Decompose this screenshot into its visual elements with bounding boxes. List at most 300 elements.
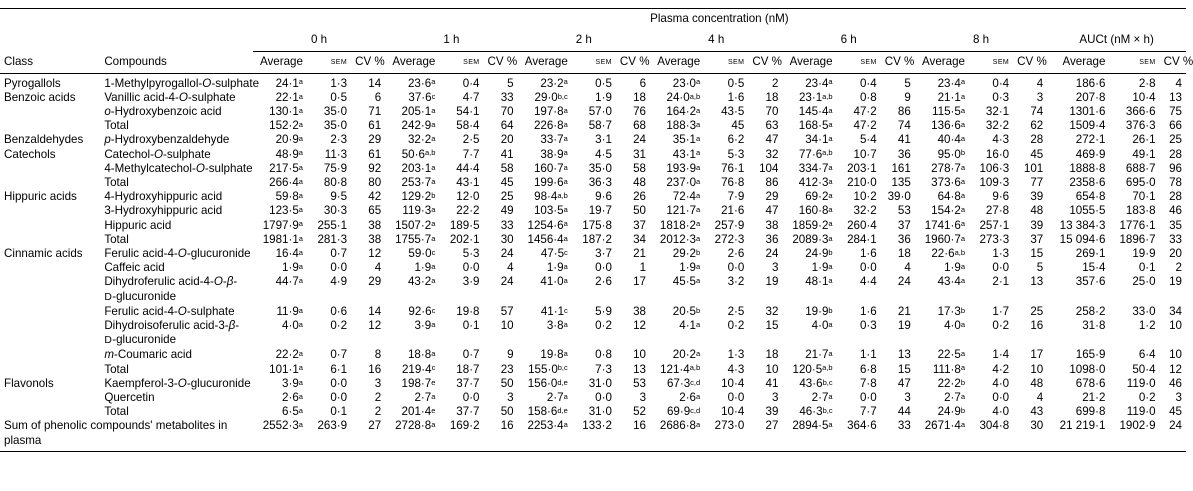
- significance-letter: a: [563, 77, 568, 87]
- cv-cell: 39: [1030, 218, 1044, 232]
- auc-cv-cell: 66: [1169, 119, 1182, 133]
- cv-cell: 36: [897, 147, 911, 161]
- average-cell: [385, 319, 439, 348]
- average-cell: [650, 305, 704, 319]
- compound-cell: Quercetin: [104, 391, 155, 405]
- average-value: 95·0: [937, 147, 961, 161]
- average-cell: [915, 391, 969, 405]
- average-value: 4·0: [944, 319, 961, 333]
- auc-cv-cell: 75: [1169, 105, 1182, 119]
- average-cell: [253, 363, 307, 377]
- average-cell: [518, 275, 572, 304]
- average-value: 22·2: [275, 348, 299, 362]
- sem-header: sem: [439, 52, 483, 73]
- significance-letter: a: [960, 119, 965, 129]
- sem-cell: 257·1: [979, 218, 1010, 232]
- table-row: [0, 73, 1186, 91]
- cv-cell: 64: [500, 119, 514, 133]
- average-cell: [518, 119, 572, 133]
- average-cell: [385, 305, 439, 319]
- average-value: 217·5: [269, 161, 299, 175]
- cv-cell: 29: [765, 190, 779, 204]
- significance-letter: a: [960, 262, 965, 271]
- cv-cell: 44: [897, 405, 911, 419]
- sem-cell: 43·1: [456, 176, 480, 190]
- average-cell: [650, 204, 704, 218]
- average-value: 253·7: [401, 176, 432, 190]
- average-cell: [518, 261, 572, 275]
- significance-letter: a: [960, 391, 965, 401]
- average-value: 17·3: [937, 304, 961, 318]
- average-value: 1960·7: [924, 232, 961, 246]
- significance-letter: c: [564, 247, 568, 257]
- average-cell: [518, 204, 572, 218]
- plasma-concentration-table: [0, 8, 1193, 452]
- cv-cell: 21: [633, 247, 647, 261]
- average-value: 19·8: [540, 348, 564, 362]
- cv-cell: 36: [897, 232, 911, 246]
- table-row: [0, 391, 1186, 405]
- class-cell: Catechols: [4, 147, 56, 161]
- auc-average-cell: 15 094·6: [1059, 232, 1106, 246]
- table-row: [0, 105, 1186, 119]
- class-cell: [0, 305, 100, 319]
- sem-cell: 54·1: [456, 105, 480, 119]
- cv-cell: 21: [897, 304, 911, 318]
- significance-letter: a: [563, 276, 568, 286]
- average-value: 59·8: [275, 190, 299, 204]
- significance-letter: b: [960, 148, 965, 158]
- average-cell: [253, 377, 307, 391]
- average-value: 98·4: [534, 190, 558, 204]
- table-row: [0, 176, 1186, 190]
- sem-cell: 35·0: [588, 161, 612, 175]
- sem-cell: 31·0: [588, 405, 612, 419]
- average-cell: [915, 204, 969, 218]
- average-cell: [385, 190, 439, 204]
- sem-cell: 304·8: [969, 419, 1013, 451]
- significance-letter: a: [828, 105, 833, 115]
- class-cell: [0, 319, 100, 348]
- average-cell: [253, 275, 307, 304]
- auc-sem-cell: 6·4: [1138, 348, 1156, 362]
- sem-cell: 0·0: [859, 261, 877, 275]
- average-cell: [650, 219, 704, 233]
- cv-cell: 37: [1030, 232, 1044, 246]
- cv-cell: 9: [904, 90, 911, 104]
- significance-letter: a: [298, 349, 303, 359]
- sem-cell: 0·5: [330, 90, 348, 104]
- average-value: 193·9: [666, 161, 697, 175]
- average-cell: [385, 419, 439, 451]
- average-cell: [782, 219, 836, 233]
- average-cell: [253, 176, 307, 190]
- average-cell: [650, 377, 704, 391]
- cv-cell: 38: [765, 218, 779, 232]
- significance-letter: a: [696, 134, 701, 144]
- cv-cell: 10: [765, 362, 779, 376]
- average-value: 24·9: [937, 405, 961, 419]
- average-value: 152·2: [269, 119, 299, 133]
- sem-cell: 0·0: [727, 261, 745, 275]
- sem-cell: 0·0: [330, 391, 348, 405]
- sem-cell: 58·4: [456, 119, 480, 133]
- average-value: 43·6: [799, 376, 823, 390]
- average-cell: [915, 377, 969, 391]
- average-value: 2·7: [811, 391, 829, 405]
- compound-cell: Total: [104, 176, 129, 190]
- significance-letter: a: [696, 319, 701, 329]
- average-cell: [385, 377, 439, 391]
- average-value: 2671·4: [924, 419, 961, 433]
- auc-sem-cell: 0·2: [1138, 391, 1156, 405]
- average-value: 92·6: [408, 304, 432, 318]
- average-value: 38·9: [540, 147, 564, 161]
- cv-cell: 16: [616, 419, 650, 451]
- cv-cell: 3: [639, 391, 647, 405]
- sem-cell: 4·7: [462, 90, 480, 104]
- average-value: 160·7: [533, 161, 564, 175]
- significance-letter: a: [563, 134, 568, 144]
- auc-cv-cell: 78: [1169, 176, 1182, 190]
- compound-cell: 1-Methylpyrogallol-O-sulphate: [104, 76, 260, 90]
- sem-cell: 187·2: [582, 232, 612, 246]
- cv-cell: 48: [1030, 376, 1044, 390]
- significance-letter: a: [298, 391, 303, 401]
- cv-cell: 2: [374, 391, 382, 405]
- cv-cell: 101: [1023, 161, 1044, 175]
- cv-cell: 39·0: [887, 190, 911, 204]
- significance-letter: c: [431, 305, 436, 315]
- cv-cell: 161: [891, 161, 911, 175]
- average-cell: [650, 105, 704, 119]
- cv-cell: 12: [368, 319, 382, 333]
- sem-cell: 1·3: [727, 348, 745, 362]
- sem-cell: 10·4: [721, 405, 745, 419]
- cv-cell: 34: [633, 232, 647, 246]
- auc-sem-cell: 1776·1: [1119, 218, 1156, 232]
- sem-cell: 202·1: [449, 232, 480, 246]
- compound-cell: Catechol-O-sulphate: [104, 147, 211, 161]
- average-value: 24·9: [805, 247, 829, 261]
- average-value: 2·6: [282, 391, 299, 405]
- sem-cell: 37·7: [456, 376, 480, 390]
- cv-cell: 10: [1030, 362, 1044, 376]
- average-cell: [385, 261, 439, 275]
- auc-cv-cell: 10: [1169, 348, 1182, 362]
- sem-cell: 272·3: [714, 232, 745, 246]
- cv-cell: 5: [507, 76, 514, 90]
- average-cell: [253, 233, 307, 247]
- auc-cv-cell: 3: [1175, 391, 1182, 405]
- cv-cell: 2: [374, 405, 382, 419]
- cv-cell: 4: [374, 261, 382, 275]
- sem-cell: 4·3: [727, 362, 745, 376]
- cv-cell: 49: [500, 204, 514, 218]
- average-cell: [782, 176, 836, 190]
- cv-cell: 70: [500, 105, 514, 119]
- table-row: [0, 148, 1186, 162]
- auc-cv-cell: 24: [1160, 419, 1186, 451]
- average-value: 2894·5: [792, 419, 829, 433]
- average-cell: [518, 219, 572, 233]
- auc-cv-cell: 46: [1169, 376, 1182, 390]
- cv-cell: 3: [771, 391, 779, 405]
- cv-cell: 32: [765, 147, 779, 161]
- average-value: 20·2: [672, 348, 697, 362]
- cv-cell: 28: [1030, 133, 1044, 147]
- significance-letter: a: [563, 119, 568, 129]
- auc-average-cell: 654·8: [1075, 190, 1106, 204]
- cv-cell: 135: [891, 176, 911, 190]
- significance-letter: a: [431, 391, 436, 401]
- significance-letter: a: [563, 148, 568, 158]
- auc-sem-cell: 10·4: [1132, 90, 1156, 104]
- significance-letter: a: [828, 205, 833, 215]
- cv-cell: 24: [897, 275, 911, 289]
- average-value: 4·1: [679, 319, 697, 333]
- average-cell: [253, 391, 307, 405]
- average-value: 226·8: [533, 119, 564, 133]
- average-cell: [915, 405, 969, 419]
- significance-letter: a: [431, 119, 436, 129]
- auc-sem-cell: 119·0: [1126, 376, 1156, 390]
- sem-cell: 44·4: [456, 161, 480, 175]
- cv-cell: 48: [633, 176, 647, 190]
- average-cell: [782, 405, 836, 419]
- average-value: 21·7: [805, 348, 829, 362]
- cv-cell: 15: [1030, 247, 1044, 261]
- plasma-concentration-header: Plasma concentration (nM): [253, 9, 1186, 30]
- average-value: 37·6: [408, 90, 432, 104]
- auc-sem-cell: 2·8: [1138, 76, 1156, 90]
- average-cell: [915, 419, 969, 451]
- significance-letter: a: [828, 391, 833, 401]
- cv-cell: 37: [897, 218, 911, 232]
- auc-average-cell: 2358·6: [1069, 176, 1106, 190]
- sem-header: sem: [572, 52, 616, 73]
- auc-sem-cell: 366·6: [1125, 105, 1156, 119]
- sem-cell: 1·6: [859, 304, 877, 318]
- significance-letter: a: [828, 162, 833, 172]
- average-value: 72·4: [672, 190, 697, 204]
- average-value: 103·5: [533, 204, 564, 218]
- cv-cell: 24: [500, 247, 514, 261]
- significance-letter: a: [298, 105, 303, 115]
- average-value: 23·1: [798, 90, 823, 104]
- class-cell: [0, 261, 100, 275]
- average-cell: [650, 233, 704, 247]
- average-value: 11·9: [276, 304, 299, 318]
- significance-letter: a: [696, 219, 701, 229]
- average-value: 22·6: [931, 247, 955, 261]
- sem-cell: 106·3: [979, 161, 1010, 175]
- average-value: 155·0: [528, 362, 558, 376]
- average-cell: [650, 419, 704, 451]
- average-cell: [650, 190, 704, 204]
- sem-cell: 4·4: [859, 275, 877, 289]
- average-value: 130·1: [269, 105, 299, 119]
- cv-cell: 33: [881, 419, 915, 451]
- table-row: [0, 219, 1186, 233]
- cv-cell: 27: [351, 419, 385, 451]
- average-cell: [385, 176, 439, 190]
- sem-cell: 210·0: [847, 176, 877, 190]
- average-value: 35·1: [672, 133, 697, 147]
- cv-cell: 41: [765, 376, 779, 390]
- significance-letter: a,b: [822, 91, 833, 101]
- significance-letter: a,b: [689, 363, 701, 373]
- auc-average-cell: 469·9: [1075, 147, 1106, 161]
- significance-letter: a: [431, 134, 436, 144]
- cv-cell: 16: [484, 419, 518, 451]
- class-cell: [0, 348, 100, 362]
- significance-letter: a: [960, 363, 965, 373]
- sem-cell: 175·8: [582, 218, 612, 232]
- sem-cell: 189·5: [449, 218, 480, 232]
- table-row: [0, 233, 1186, 247]
- sem-cell: 45: [731, 119, 745, 133]
- sem-cell: 21·6: [721, 204, 745, 218]
- table-row: [0, 405, 1186, 419]
- sem-cell: 11·3: [324, 147, 348, 161]
- cv-cell: 23: [500, 362, 514, 376]
- sem-header: sem: [704, 52, 748, 73]
- average-value: 121·7: [666, 204, 697, 218]
- average-value: 237·0: [666, 176, 697, 190]
- sem-cell: 133·2: [572, 419, 616, 451]
- average-cell: [253, 148, 307, 162]
- average-cell: [915, 305, 969, 319]
- average-value: 4·0: [282, 319, 299, 333]
- sem-cell: 5·3: [727, 147, 745, 161]
- sem-cell: 0·6: [330, 304, 348, 318]
- sem-cell: 0·7: [330, 247, 348, 261]
- significance-letter: a: [960, 420, 965, 430]
- significance-letter: a: [696, 391, 701, 401]
- table-row: [0, 162, 1186, 176]
- significance-letter: c: [431, 363, 436, 373]
- sem-cell: 364·6: [837, 419, 881, 451]
- sem-cell: 1·6: [727, 90, 745, 104]
- significance-letter: a: [828, 276, 833, 286]
- class-cell: [0, 176, 100, 190]
- cv-cell: 45: [500, 176, 514, 190]
- average-value: 2253·4: [527, 419, 564, 433]
- significance-letter: a: [563, 391, 568, 401]
- header-row-spanner: [0, 9, 1186, 30]
- compound-cell: Ferulic acid-4-O-glucuronide: [104, 247, 251, 261]
- significance-letter: a: [298, 91, 303, 101]
- average-cell: [518, 176, 572, 190]
- compound-cell: Dihydroferulic acid-4-O-β-D-glucuronide: [104, 275, 238, 303]
- sem-cell: 0·1: [330, 405, 348, 419]
- significance-letter: c,d: [690, 406, 701, 416]
- cv-cell: 39: [1030, 190, 1044, 204]
- cv-cell: 58: [500, 161, 514, 175]
- significance-letter: a: [298, 406, 303, 416]
- average-value: 1·9: [679, 261, 697, 275]
- average-cell: [915, 148, 969, 162]
- sem-cell: 32·2: [853, 204, 877, 218]
- cv-cell: 68: [633, 119, 647, 133]
- cv-cell: 3: [771, 261, 779, 275]
- average-value: 19·9: [805, 304, 829, 318]
- average-cell: [782, 73, 836, 91]
- average-value: 1507·2: [395, 218, 432, 232]
- cv-cell: 25: [500, 190, 514, 204]
- sem-cell: 1·7: [992, 304, 1010, 318]
- average-cell: [518, 391, 572, 405]
- table-row: [0, 319, 1186, 348]
- average-value: 44·7: [275, 275, 299, 289]
- sem-cell: 58·7: [588, 119, 612, 133]
- average-cell: [650, 91, 704, 105]
- sem-cell: 10·7: [853, 147, 877, 161]
- average-value: 23·6: [407, 76, 432, 90]
- cv-cell: 3: [1036, 90, 1044, 104]
- average-value: 2·7: [944, 391, 961, 405]
- significance-letter: a: [960, 134, 965, 144]
- class-cell: [0, 119, 100, 133]
- significance-letter: a,b: [822, 363, 833, 373]
- cv-cell: 61: [368, 119, 382, 133]
- auc-average-cell: 1888·8: [1069, 161, 1106, 175]
- sem-cell: 37·7: [456, 405, 480, 419]
- sem-cell: 0·0: [595, 261, 612, 275]
- average-value: 145·4: [798, 105, 829, 119]
- average-cell: [253, 348, 307, 362]
- significance-letter: a: [828, 176, 833, 186]
- time-header: 4 h: [650, 29, 782, 52]
- average-cell: [385, 363, 439, 377]
- average-cell: [385, 133, 439, 147]
- cv-cell: 63: [765, 119, 779, 133]
- time-header: 6 h: [782, 29, 914, 52]
- average-value: 115·5: [932, 105, 961, 119]
- significance-letter: b: [696, 305, 701, 315]
- compound-cell: 3-Hydroxyhippuric acid: [104, 204, 223, 218]
- sem-cell: 0·0: [992, 391, 1010, 405]
- sem-cell: 281·3: [317, 232, 348, 246]
- cv-cell: 13: [1030, 275, 1044, 289]
- significance-letter: a: [960, 349, 965, 359]
- sem-cell: 31·0: [588, 376, 612, 390]
- cv-cell: 42: [368, 190, 382, 204]
- cv-cell: 74: [1030, 105, 1044, 119]
- average-value: 2552·3: [262, 419, 299, 433]
- average-cell: [782, 133, 836, 147]
- significance-letter: a: [828, 319, 833, 329]
- cv-cell: 43: [1030, 405, 1044, 419]
- significance-letter: e: [431, 377, 436, 387]
- average-value: 18·8: [407, 348, 432, 362]
- cv-cell: 41: [897, 133, 911, 147]
- sem-cell: 169·2: [439, 419, 483, 451]
- compound-cell: Dihydroisoferulic acid-3-β-D-glucuronide: [104, 319, 240, 347]
- significance-letter: b,c: [557, 91, 568, 101]
- cv-cell: 18: [633, 90, 647, 104]
- sem-cell: 57·0: [588, 105, 612, 119]
- significance-letter: a: [960, 319, 965, 329]
- auc-cv-cell: 20: [1169, 247, 1182, 261]
- table-row: [0, 377, 1186, 391]
- significance-letter: a: [563, 319, 568, 329]
- average-cell: [915, 261, 969, 275]
- cv-cell: 24: [633, 133, 647, 147]
- average-value: 43·4: [937, 275, 961, 289]
- cv-cell: 9: [507, 348, 514, 362]
